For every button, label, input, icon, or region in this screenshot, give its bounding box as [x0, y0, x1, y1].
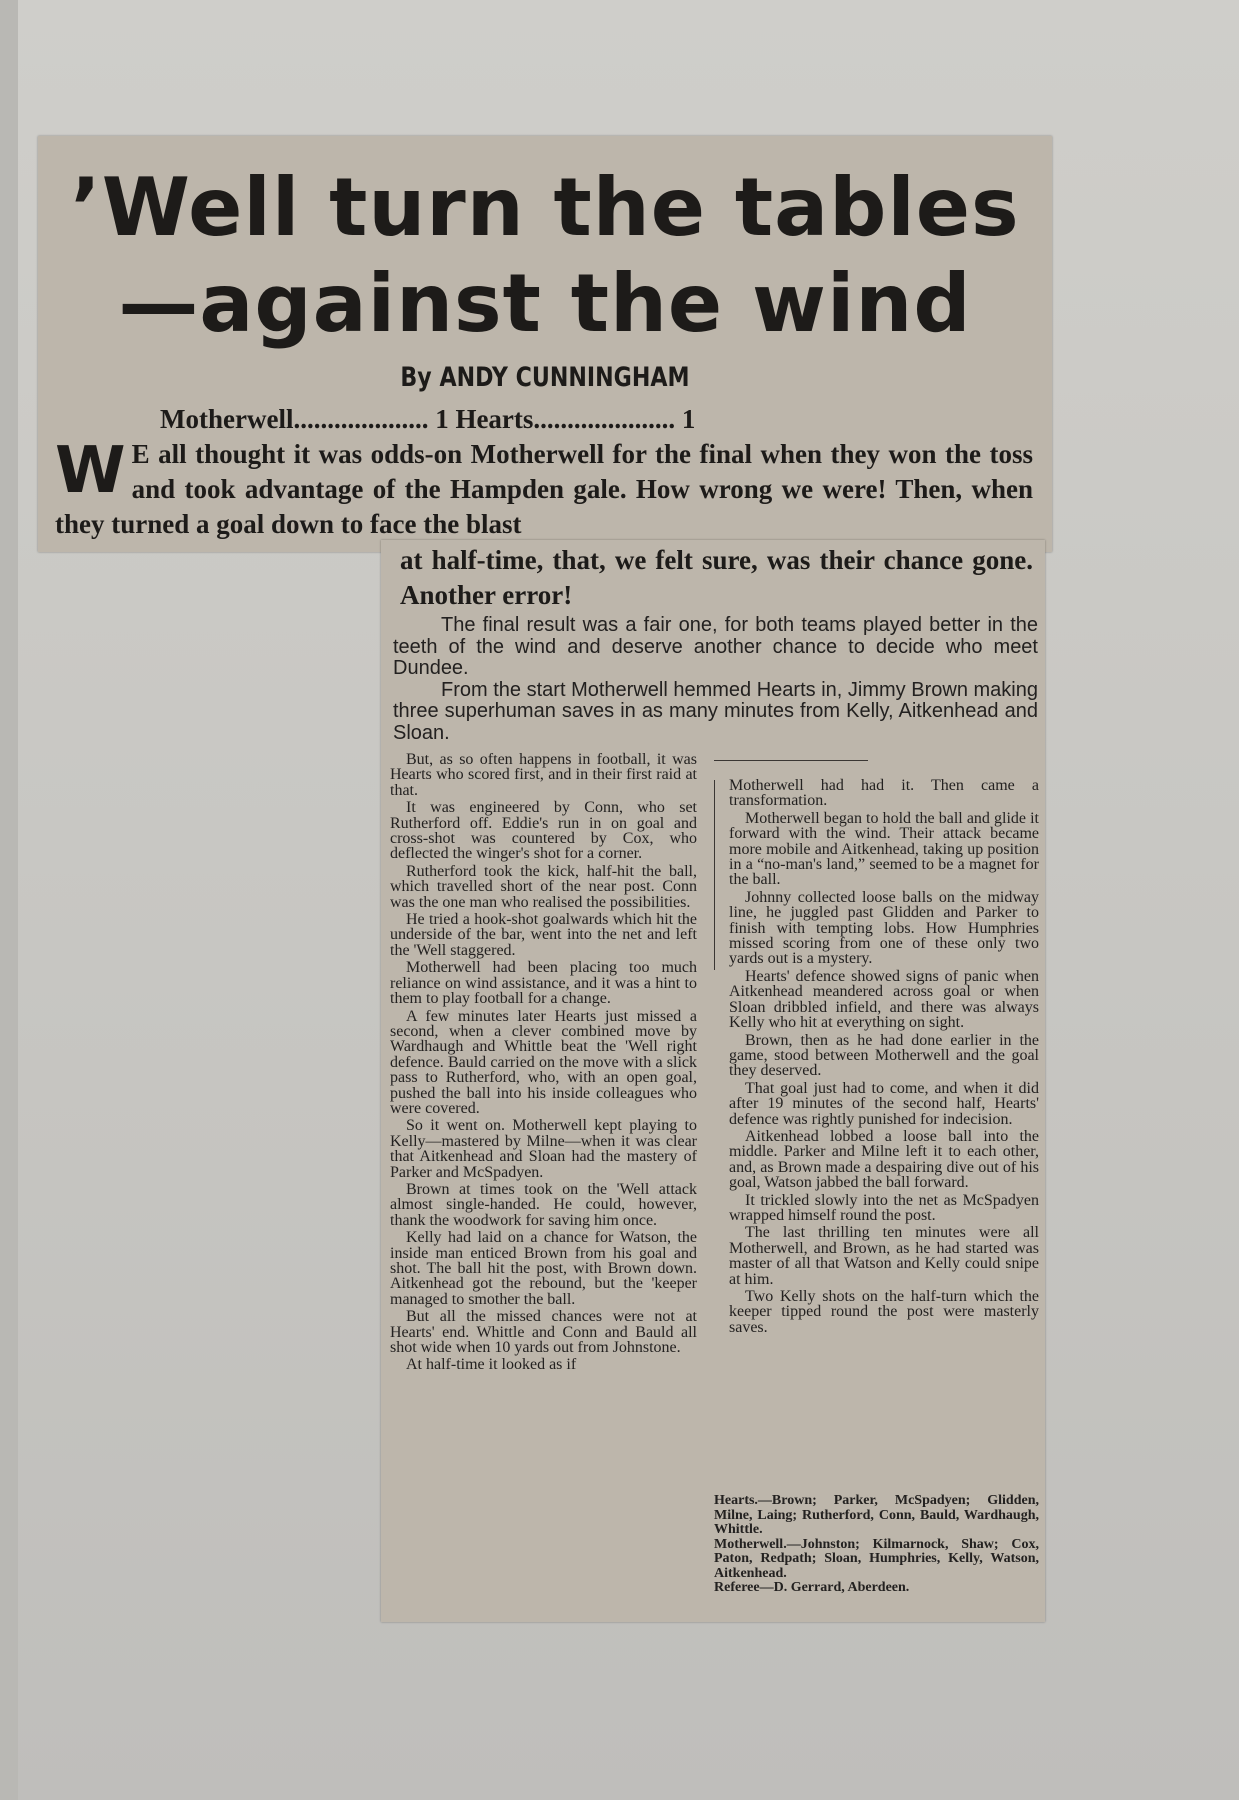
paragraph: Kelly had laid on a chance for Watson, the inside man enticed Brown from his goal and shot. The ball hit the post, with Brown down. Aitkenhead got the rebound, but the 'keeper managed to smother the ball. — [390, 1229, 697, 1308]
paragraph: So it went on. Motherwell kept playing to Kelly—mastered by Milne—when it was clear that Aitkenhead and Sloan had the mastery of Parker and McSpadyen. — [390, 1117, 697, 1181]
article-column-right — [729, 778, 1039, 1337]
paragraph: Aitkenhead lobbed a loose ball into the middle. Parker and Milne left it to each other, and, as Brown made a despairing dive out of his goal, Watson jabbed the ball forward. — [729, 1127, 1039, 1192]
paragraph: The last thrilling ten minutes were all Motherwell, and Brown, as he had started was master of all that Watson and Kelly could snipe at him. — [729, 1224, 1039, 1288]
paragraph: Motherwell began to hold the ball and glide it forward with the wind. Their attack became more mobile and Aitkenhead, taking up position in a “no-man's land,” seemed to be a magnet for the ball. — [729, 809, 1039, 889]
paragraph: At half-time it looked as if — [406, 1356, 577, 1374]
headline-line-1: ’Well turn the tables — [70, 161, 1020, 254]
headline-line-2: —against the wind — [118, 257, 972, 350]
lineup-motherwell: Motherwell.—Johnston; Kilmarnock, Shaw; Cox, Paton, Redpath; Sloan, Humphries, Kelly, Watson, Aitkenhead. — [714, 1536, 1039, 1581]
column-rule-top — [714, 760, 868, 761]
paragraph: Brown at times took on the 'Well attack almost single-handed. He could, however, thank the woodwork for saving him once. — [390, 1180, 697, 1229]
team-lineups — [714, 1494, 1039, 1596]
lineup-hearts: Hearts.—Brown; Parker, McSpadyen; Glidden, Milne, Laing; Rutherford, Conn, Bauld, Wardhaugh, Whittle. — [714, 1493, 1039, 1537]
paragraph: Johnny collected loose balls on the midway line, he juggled past Glidden and Parker to finish with tempting lobs. How Humphries missed scoring from one of these only two yards out is a mystery. — [729, 888, 1039, 968]
column-divider — [714, 780, 715, 970]
byline: By ANDY CUNNINGHAM — [400, 362, 690, 393]
score-line: Motherwell.................... 1 Hearts..................... 1 — [160, 404, 696, 434]
lead-text: E all thought it was odds-on Motherwell for the final when they won the toss and took advantage of the Hampden gale. How wrong we were! Then, when they turned a goal down to face the blast — [55, 439, 1033, 539]
paragraph: Hearts' defence showed signs of panic when Aitkenhead meandered across goal or when Sloan dribbled infield, and there was always Kelly who hit at everything on sight. — [729, 967, 1039, 1032]
paragraph: It was engineered by Conn, who set Rutherford off. Eddie's run in on goal and cross-shot was countered by Cox, who deflected the winger's shot for a corner. — [390, 799, 697, 863]
paragraph: Brown, then as he had done earlier in the game, stood between Motherwell and the goal they deserved. — [729, 1031, 1039, 1080]
page-edge — [0, 0, 18, 1800]
article-column-left — [390, 752, 697, 1375]
paragraph: A few minutes later Hearts just missed a second, when a clever combined move by Wardhaugh and Whittle beat the 'Well right defence. Bauld carried on the move with a slick pass to Rutherford, who, with an open goal, pushed the ball into his inside colleagues who were covered. — [390, 1007, 697, 1117]
referee: Referee—D. Gerrard, Aberdeen. — [714, 1580, 910, 1595]
paragraph: That goal just had to come, and when it did after 19 minutes of the second half, Hearts' defence was rightly punished for indecision. — [729, 1079, 1039, 1128]
paragraph: Rutherford took the kick, half-hit the ball, which travelled short of the near post. Conn was the one man who realised the possibilities. — [390, 862, 697, 911]
intro-paragraph: From the start Motherwell hemmed Hearts in, Jimmy Brown making three superhuman saves in as many minutes from Kelly, Aitkenhead and Sloan. — [393, 678, 1038, 744]
paragraph: Motherwell had had it. Then came a transformation. — [729, 777, 1039, 810]
paragraph: It trickled slowly into the net as McSpadyen wrapped himself round the post. — [729, 1191, 1039, 1224]
lead-paragraph — [55, 434, 1033, 542]
paragraph: He tried a hook-shot goalwards which hit the underside of the bar, went into the net and left the 'Well staggered. — [390, 911, 697, 959]
lead-paragraph-continued: at half-time, that, we felt sure, was their chance gone. Another error! — [400, 545, 1033, 610]
intro-paragraphs — [393, 615, 1038, 744]
paragraph: But, as so often happens in football, it was Hearts who scored first, and in their first raid at that. — [390, 751, 697, 799]
intro-paragraph: The final result was a fair one, for both teams played better in the teeth of the wind and deserve another chance to decide who meet Dundee. — [393, 614, 1038, 679]
paragraph: But all the missed chances were not at Hearts' end. Whittle and Conn and Bauld all shot wide when 10 yards out from Johnstone. — [390, 1308, 697, 1357]
drop-cap: W — [55, 434, 126, 508]
paragraph: Motherwell had been placing too much reliance on wind assistance, and it was a hint to them to play football for a change. — [390, 959, 697, 1008]
headline — [38, 160, 1052, 352]
paragraph: Two Kelly shots on the half-turn which the keeper tipped round the post were masterly saves. — [729, 1288, 1039, 1336]
